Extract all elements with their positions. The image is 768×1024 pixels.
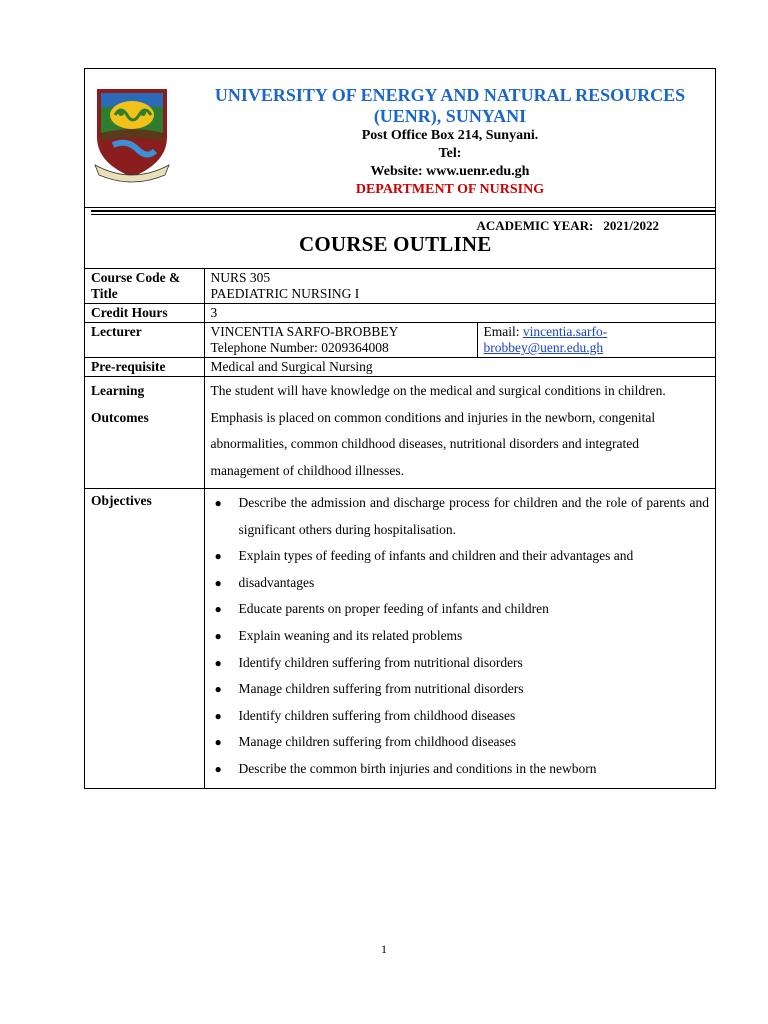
objective-item — [211, 490, 710, 543]
bullet-icon: ● — [214, 735, 222, 750]
academic-year — [477, 218, 660, 234]
objective-item — [211, 756, 710, 783]
objective-text: Identify children suffering from childhood diseases — [238, 707, 516, 723]
academic-year-band — [85, 208, 715, 269]
objectives-label: Objectives — [85, 489, 204, 788]
lecturer-phone: Telephone Number: 0209364008 — [210, 340, 389, 355]
credit-hours-value: 3 — [204, 304, 715, 323]
letterhead-text — [185, 85, 715, 199]
objectives-cell — [204, 489, 715, 788]
course-code-label: Course Code & Title — [85, 269, 204, 304]
header-divider — [91, 210, 715, 212]
objective-item — [211, 729, 710, 756]
website-line: Website: www.uenr.edu.gh — [370, 164, 530, 179]
course-outline-frame — [84, 68, 716, 789]
objective-item — [211, 623, 710, 650]
table-row — [85, 358, 715, 377]
academic-year-label: ACADEMIC YEAR: — [476, 218, 594, 233]
course-title: PAEDIATRIC NURSING I — [210, 286, 360, 301]
learning-outcomes-label — [85, 377, 204, 489]
bullet-icon: ● — [214, 708, 222, 723]
objective-item — [211, 676, 710, 703]
table-row — [85, 304, 715, 323]
objective-text: Identify children suffering from nutritional disorders — [238, 654, 523, 670]
bullet-icon: ● — [214, 496, 222, 510]
objective-text: Describe the admission and discharge process for children and the role of parents and significant others during hospitalisation. — [238, 495, 709, 537]
objective-text: disadvantages — [238, 574, 315, 590]
bullet-icon: ● — [214, 655, 222, 670]
table-row — [85, 489, 715, 788]
objective-text: Explain types of feeding of infants and children and their advantages and — [238, 548, 634, 564]
objective-text: Describe the common birth injuries and conditions in the newborn — [238, 760, 597, 776]
learning-outcomes-label-line1: Learning — [91, 383, 145, 398]
objective-item — [211, 543, 710, 570]
objective-item — [211, 570, 710, 597]
department-name: DEPARTMENT OF NURSING — [355, 182, 545, 197]
post-office-address: Post Office Box 214, Sunyani. — [361, 128, 539, 143]
objective-item — [211, 703, 710, 730]
bullet-icon: ● — [214, 761, 222, 776]
table-row — [85, 269, 715, 304]
learning-outcomes-label-line2: Outcomes — [91, 409, 149, 425]
bullet-icon: ● — [214, 682, 222, 697]
university-name: UNIVERSITY OF ENERGY AND NATURAL RESOURCES — [214, 85, 686, 105]
document-title: COURSE OUTLINE — [299, 232, 492, 256]
email-link[interactable]: vincentia.sarfo-brobbey@uenr.edu.gh — [483, 324, 608, 355]
objective-text: Explain weaning and its related problems — [238, 627, 463, 643]
university-location: (UENR), SUNYANI — [373, 106, 527, 126]
table-row — [85, 323, 715, 358]
letterhead — [85, 69, 715, 208]
learning-outcomes-text: The student will have knowledge on the medical and surgical conditions in children. Emphasis is placed on common conditions and injuries in the newborn, congenital abnormalities, common childhood diseases, nutritional disorders and integrated management of childhood illnesses. — [204, 377, 715, 489]
table-row — [85, 377, 715, 489]
lecturer-cell — [204, 323, 477, 358]
objective-item — [211, 596, 710, 623]
lecturer-email-cell — [477, 323, 715, 358]
telephone-line: Tel: — [438, 146, 462, 161]
bullet-icon: ● — [214, 602, 222, 617]
prerequisite-value: Medical and Surgical Nursing — [204, 358, 715, 377]
bullet-icon: ● — [214, 628, 222, 643]
university-crest-icon — [93, 85, 171, 185]
academic-year-value: 2021/2022 — [603, 218, 659, 233]
credit-hours-label: Credit Hours — [85, 304, 204, 323]
objective-text: Educate parents on proper feeding of infants and children — [238, 601, 549, 617]
page-number: 1 — [381, 942, 387, 956]
course-code-cell — [204, 269, 715, 304]
prerequisite-label: Pre-requisite — [85, 358, 204, 377]
objective-text: Manage children suffering from childhood diseases — [238, 734, 517, 750]
lecturer-label: Lecturer — [85, 323, 204, 358]
bullet-icon: ● — [214, 575, 222, 590]
bullet-icon: ● — [214, 549, 222, 564]
objective-text: Manage children suffering from nutritional disorders — [238, 681, 524, 697]
course-code: NURS 305 — [210, 270, 271, 285]
objective-item — [211, 650, 710, 677]
course-details-table — [85, 269, 715, 788]
email-label: Email: — [483, 324, 523, 339]
lecturer-name: VINCENTIA SARFO-BROBBEY — [210, 324, 399, 339]
header-divider-thin — [91, 214, 715, 215]
objectives-list — [211, 490, 710, 787]
